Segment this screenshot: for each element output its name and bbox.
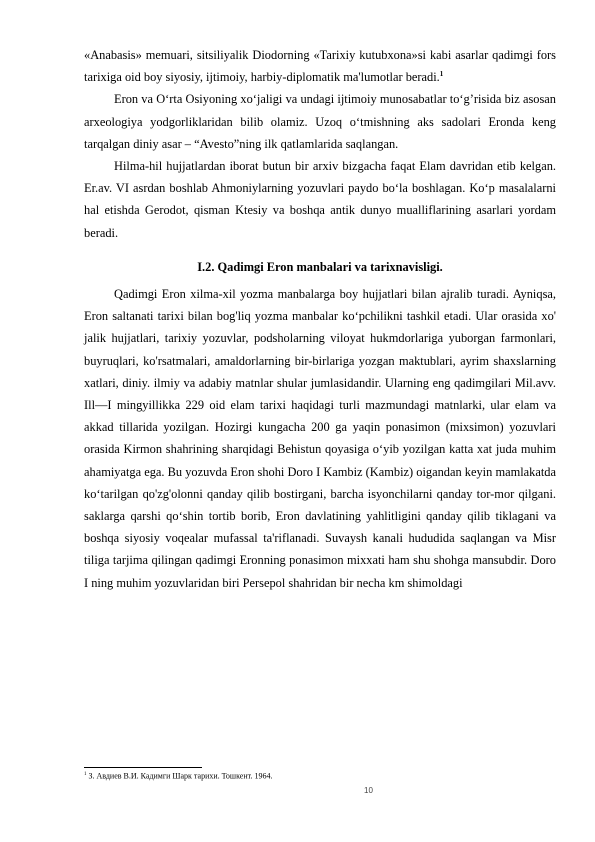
document-body	[84, 44, 556, 594]
footnote	[84, 770, 273, 782]
page-number: 10	[364, 786, 373, 795]
paragraph-archive: Hilma-hil hujjatlardan iborat butun bir arxiv bizgacha faqat Elam davridan etib kelgan. Er.av. VI asrdan boshlab Ahmoniylarning yozuvlari paydo bo‘la boshlagan. Ko‘p masalalarni hal etishda Gerodot, qisman Ktesiy va boshqa antik dunyo mualliflarining asarlari yordam beradi.	[84, 159, 556, 240]
footnote-text: З. Авдиев В.И. Кадимги Шарк тарихи. Тошкент. 1964.	[88, 771, 273, 781]
footnote-divider	[84, 767, 202, 768]
paragraph-sources: Qadimgi Eron xilma-xil yozma manbalarga boy hujjatlari bilan ajralib turadi. Ayniqsa, Eron saltanati tarixi bilan bog'liq yozma manbalar ko‘pchilikni tashkil etadi. Ular orasida xo' jalik hujjatlari, tarixiy yozuvlar, podsholarning viloyat hukmdorlariga yuborgan farmonlari, buyruqlari, ko'rsatmalari, amaldorlarning bir-birlariga yozgan maktublari, ayrim shaxslarning xatlari, diniy. ilmiy va adabiy matnlar shular jumlasidandir. Ularning eng qadimgilari Mil.avv. Ill—I mingyillikka 229 oid elam tarixi haqidagi turli mazmundagi matnlarki, ular elam va akkad tillarida yozilgan. Hozirgi kungacha 200 ga yaqin ponasimon (mixsimon) yozuvlari orasida Kirmon shahrining sharqidagi Behistun qoyasiga o‘yib yozilgan katta xat juda muhim ahamiyatga ega. Bu yozuvda Eron shohi Doro I Kambiz (Kambiz) oigandan keyin mamlakatda ko‘tarilgan qo'zg'olonni qanday qilib bostirgani, barcha isyonchilarni qanday tor-mor qilgani. saklarga qarshi qo‘shin tortib borib, Eron davlatining yahlitligini qanday qilib tiklagani va boshqa siyosiy voqealar mufassal ta'riflanadi. Suvaysh kanali hududida saqlangan va Misr tiliga tarjima qilingan qadimgi Eronning ponasimon mixxati ham shu shohga mansubdir. Doro I ning muhim yozuvlaridan biri Persepol shahridan bir necha km shimoldagi	[84, 287, 556, 590]
paragraph-economy: Eron va O‘rta Osiyoning xo‘jaligi va undagi ijtimoiy munosabatlar to‘g’risida biz asosan arxeologiya yodgorliklaridan bilib olamiz. Uzoq o‘tmishning aks sadolari Eronda keng tarqalgan diniy asar – “Avesto”ning ilk qatlamlarida saqlangan.	[84, 92, 556, 151]
paragraph-anabasis	[84, 44, 556, 88]
footnote-number: 1	[84, 772, 87, 777]
section-heading: I.2. Qadimgi Eron manbalari va tarixnavisligi.	[197, 259, 443, 274]
footnote-reference[interactable]: 1	[439, 70, 444, 79]
paragraph-anabasis-text: «Anabasis» memuari, sitsiliyalik Diodorning «Tarixiy kutubxona»si kabi asarlar qadimgi fors tarixiga oid boy siyosiy, ijtimoiy, harbiy-diplomatik ma'lumotlar beradi.	[84, 48, 556, 85]
